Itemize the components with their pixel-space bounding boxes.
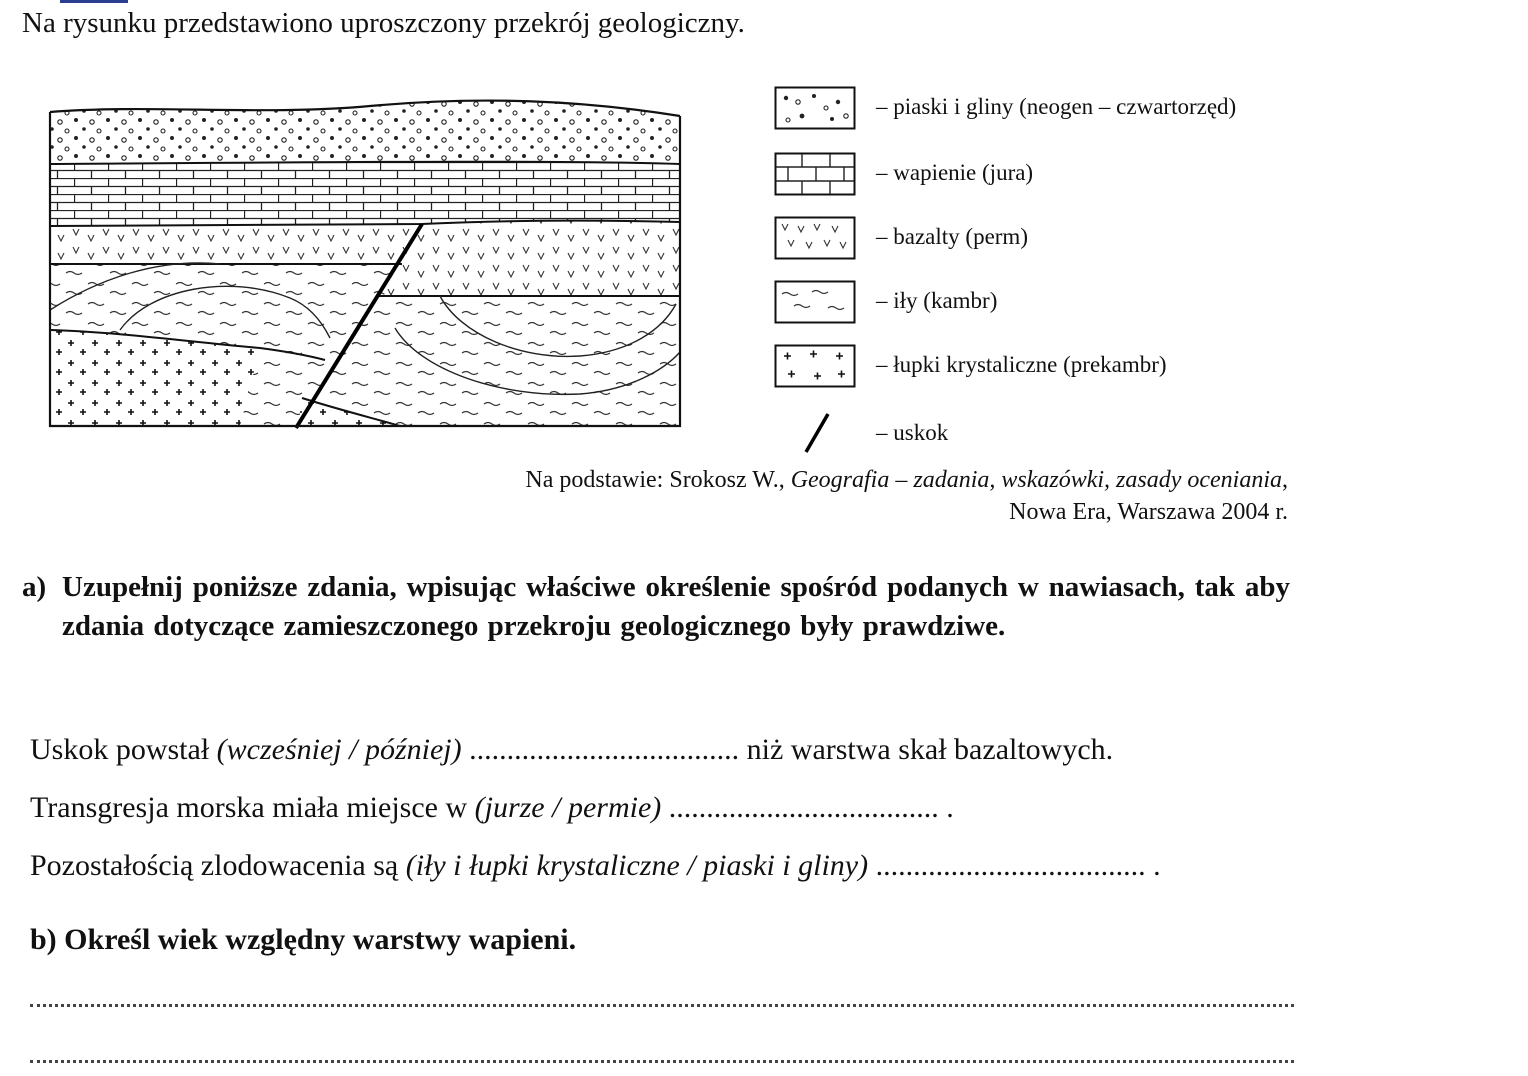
sentence-3: [30, 846, 1161, 886]
source-prefix: Na podstawie: Srokosz W.,: [525, 467, 791, 493]
task-a-instruction: Uzupełnij poniższe zdania, wpisując właściwe określenie spośród podanych w nawiasach, tak aby zdania dotyczące zamieszczonego przekroju geologicznego były prawdziwe.: [62, 571, 1290, 642]
answer-blank[interactable]: ....................................: [868, 849, 1146, 882]
sand-pattern-icon: [774, 86, 856, 130]
sentence-options: (wcześniej / później): [216, 733, 462, 766]
answer-line-1[interactable]: [30, 1004, 1294, 1007]
source-comma: ,: [1282, 467, 1288, 493]
legend-label: – łupki krystaliczne (prekambr): [876, 352, 1167, 377]
task-a-marker: a): [22, 571, 47, 603]
sentence-text: .: [938, 791, 954, 824]
sentence-2: [30, 788, 954, 828]
sentence-text: Transgresja morska miała miejsce w: [30, 791, 475, 824]
answer-blank[interactable]: ....................................: [661, 791, 939, 824]
sentence-1: [30, 730, 1113, 770]
sentence-text: .: [1145, 849, 1161, 882]
legend-label: – wapienie (jura): [876, 160, 1034, 185]
clay-pattern-icon: [774, 280, 856, 324]
sentence-options: (jurze / permie): [474, 791, 662, 824]
source-title: Geografia – zadania, wskazówki, zasady oceniania: [790, 467, 1282, 493]
source-citation: [525, 464, 1288, 528]
legend-label: – bazalty (perm): [876, 224, 1028, 249]
answer-blank[interactable]: ....................................: [461, 733, 740, 766]
legend-label: – iły (kambr): [876, 288, 998, 313]
sentence-text: Pozostałością zlodowacenia są: [30, 849, 406, 882]
limestone-pattern-icon: [774, 152, 856, 196]
legend-label: – piaski i gliny (neogen – czwartorzęd): [876, 94, 1237, 119]
basalt-pattern-icon: [774, 216, 856, 260]
top-edge-mark: [60, 0, 128, 3]
intro-text: Na rysunku przedstawiono uproszczony przekrój geologiczny.: [22, 7, 745, 39]
task-a: [22, 568, 1290, 646]
sentence-text: niż warstwa skał bazaltowych.: [739, 733, 1114, 766]
legend-label: – uskok: [876, 420, 949, 445]
answer-line-2[interactable]: [30, 1060, 1294, 1063]
sentence-options: (iły i łupki krystaliczne / piaski i gliny): [405, 849, 869, 882]
fault-line-icon: [774, 412, 856, 456]
geological-cross-section: [40, 98, 690, 438]
source-publisher: Nowa Era, Warszawa 2004 r.: [1009, 499, 1288, 525]
task-b: b) Określ wiek względny warstwy wapieni.: [30, 923, 577, 956]
sentence-text: Uskok powstał: [30, 733, 217, 766]
schist-pattern-icon: [774, 344, 856, 388]
